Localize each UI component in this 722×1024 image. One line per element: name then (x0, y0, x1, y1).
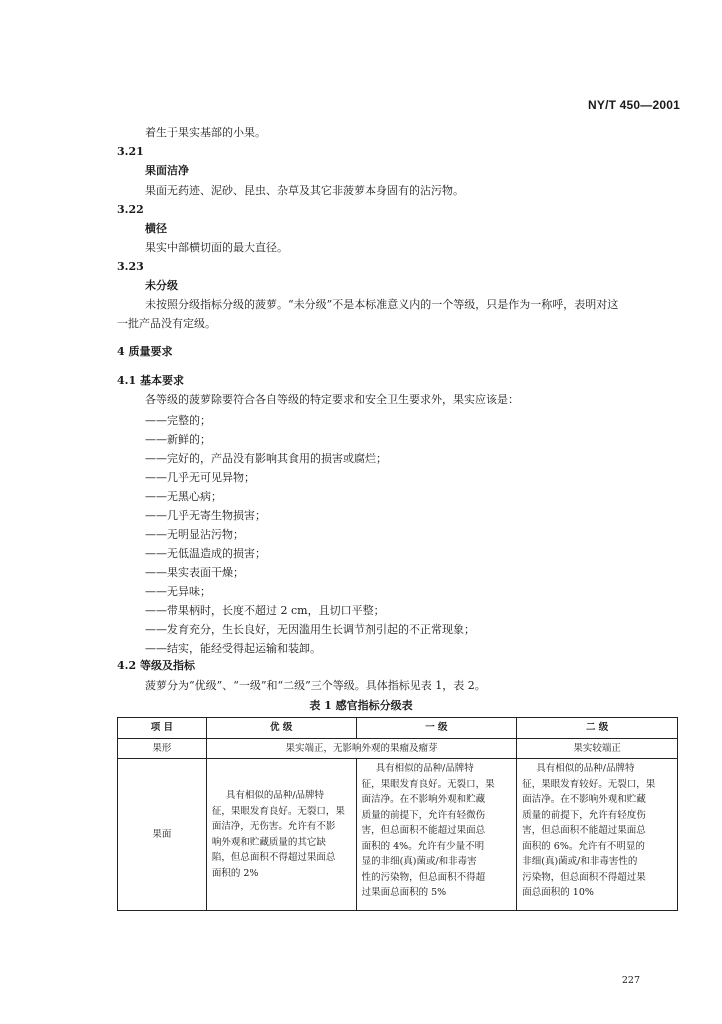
cell-line: 面洁净。在不影响外观和贮藏 (361, 794, 486, 805)
sensory-grade-table (117, 717, 678, 911)
requirement-item: ——新鲜的； (145, 433, 211, 446)
surface-grade-2 (517, 759, 678, 911)
cell-line: 害，但总面积不能超过果面总 (522, 825, 646, 836)
surface-grade-top (206, 759, 356, 911)
page-number: 227 (621, 975, 640, 986)
cell-line: 害，但总面积不能超过果面总 (361, 825, 486, 836)
cell-line: 面积的 6%。允许有不明显的 (522, 840, 645, 852)
header-grade-2: 二 级 (517, 718, 678, 739)
requirement-item: ——完整的； (145, 414, 211, 427)
term-3-21: 果面洁净 (145, 164, 189, 177)
table-row (118, 738, 678, 759)
standard-number: NY/T 450—2001 (588, 98, 680, 112)
requirement-item: ——无低温造成的损害； (145, 547, 266, 560)
cell-line: 非细(真)菌或/和非毒害性的 (522, 856, 638, 867)
section-number-3-23: 3.23 (117, 260, 144, 273)
definition-3-22: 果实中部横切面的最大直径。 (145, 241, 288, 254)
cell-line: 污染物，但总面积不得超过果 (522, 871, 646, 883)
cell-line: 过果面总面积的 5% (361, 887, 447, 898)
cell-line: 征，果眼发育良好。无裂口，果 (361, 778, 495, 790)
cell-line: 面洁净。在不影响外观和贮藏 (522, 794, 646, 805)
requirement-item: ——完好的，产品没有影响其食用的损害或腐烂； (145, 452, 387, 465)
requirement-item: ——果实表面干燥； (145, 566, 244, 579)
table-caption: 表 1 感官指标分级表 (309, 699, 413, 712)
cell-line: 显的非细(真)菌或/和非毒害 (361, 856, 477, 867)
continued-definition: 着生于果实基部的小果。 (145, 126, 266, 139)
row-label-surface: 果面 (118, 759, 207, 911)
section-title-4: 4 质量要求 (117, 345, 173, 358)
section-title-4-2: 4.2 等级及指标 (117, 659, 195, 672)
table-header-row (118, 718, 678, 739)
requirement-item: ——带果柄时，长度不超过 2 cm，且切口平整； (145, 604, 385, 617)
requirement-item: ——无黑心病； (145, 490, 222, 503)
cell-line: 征，果眼发育良好。无裂口，果 (211, 805, 345, 817)
cell-line: 质量的前提下，允许有轻微伤 (361, 809, 486, 821)
term-3-23: 未分级 (145, 279, 178, 292)
header-item: 项 目 (118, 718, 207, 739)
section-number-3-21: 3.21 (117, 145, 144, 158)
surface-grade-1 (356, 759, 517, 911)
requirement-item: ——几乎无可见异物； (145, 471, 255, 484)
cell-line: 性的污染物，但总面积不得超 (361, 871, 486, 883)
table-row (118, 759, 678, 911)
requirement-item: ——无异味； (145, 585, 211, 598)
cell-line: 响外观和贮藏质量的其它缺 (211, 836, 326, 848)
cell-line: 具有相似的品种/品牌特 (375, 763, 474, 774)
cell-line: 征，果眼发育较好。无裂口，果 (522, 778, 656, 790)
term-3-22: 横径 (145, 222, 167, 235)
definition-3-23-line2: 一批产品没有定级。 (117, 317, 216, 330)
cell-line: 面积的 2% (211, 867, 259, 879)
grades-description: 菠萝分为“优级”、“一级”和“二级”三个等级。具体指标见表 1，表 2。 (145, 679, 486, 692)
shape-grade2: 果实较端正 (517, 738, 678, 759)
header-grade-1: 一 级 (356, 718, 517, 739)
shape-top-and-grade1: 果实端正，无影响外观的果瘤及瘤芽 (206, 738, 516, 759)
requirements-intro: 各等级的菠萝除要符合各自等级的特定要求和安全卫生要求外，果实应该是： (145, 393, 519, 406)
cell-line: 陷，但总面积不得超过果面总 (211, 852, 336, 863)
cell-line: 具有相似的品种/品牌特 (225, 790, 325, 801)
requirement-item: ——发育充分，生长良好，无因滥用生长调节剂引起的不正常现象； (145, 623, 475, 636)
requirement-item: ——无明显沾污物； (145, 528, 244, 541)
header-grade-top: 优 级 (206, 718, 356, 739)
requirement-item: ——几乎无寄生物损害； (145, 509, 266, 522)
requirement-item: ——结实，能经受得起运输和装卸。 (145, 642, 321, 655)
cell-line: 面积的 4%。允许有少量不明 (361, 840, 485, 852)
definition-3-21: 果面无药迹、泥砂、昆虫、杂草及其它非菠萝本身固有的沾污物。 (145, 184, 464, 197)
section-title-4-1: 4.1 基本要求 (117, 374, 184, 387)
cell-line: 面总面积的 10% (522, 887, 594, 898)
cell-line: 质量的前提下，允许有轻度伤 (522, 809, 646, 821)
definition-3-23-line1: 未按照分级指标分级的菠萝。“未分级”不是本标准意义内的一个等级，只是作为一称呼，表明对这 (145, 298, 619, 311)
row-label-shape: 果形 (118, 738, 207, 759)
cell-line: 具有相似的品种/品牌特 (536, 763, 635, 774)
section-number-3-22: 3.22 (117, 203, 144, 216)
cell-line: 面洁净，无伤害。允许有不影 (211, 821, 336, 832)
